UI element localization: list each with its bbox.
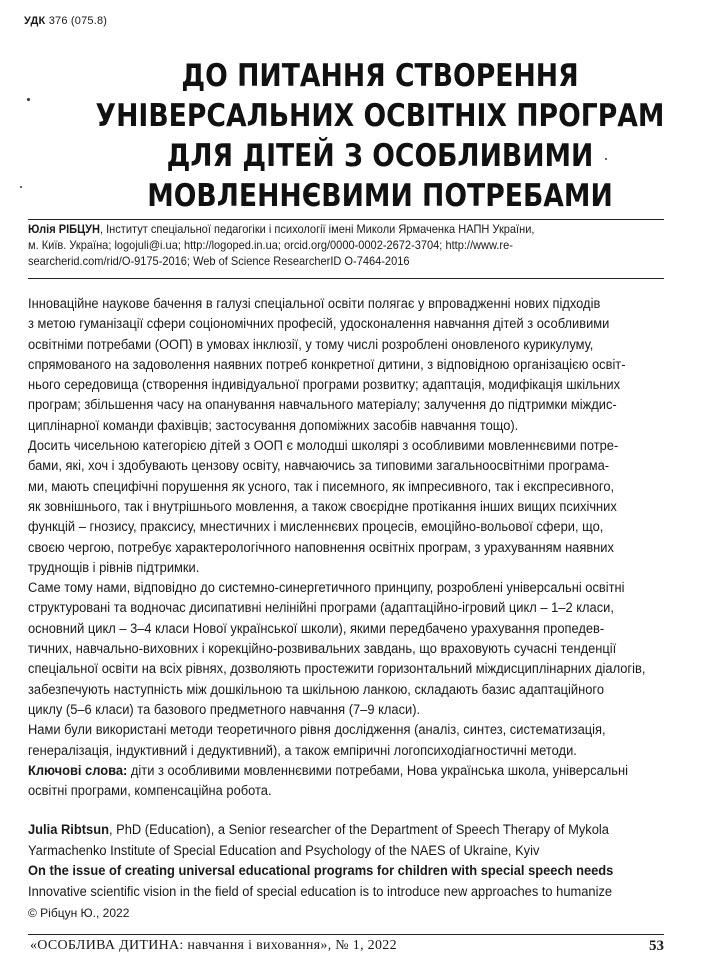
abstract-line: генералізація, індуктивний і дедуктивний), а також емпіричні логопсиходіагностичні методи. (28, 742, 577, 758)
en-author-affiliation: , PhD (Education), a Senior researcher of the Department of Speech Therapy of Mykola (108, 822, 609, 837)
abstract-line: забезпечують наступність між дошкільною та шкільною ланкою, складають базис адаптаційного (28, 681, 605, 697)
abstract-line: Досить чисельною категорією дітей з ООП є молодші школярі з особливими мовленнєвими потре- (28, 438, 619, 454)
author-top-rule (28, 219, 664, 220)
ukrainian-abstract (28, 294, 651, 801)
copyright-notice: © Рібцун Ю., 2022 (28, 906, 130, 920)
en-title: On the issue of creating universal educational programs for children with special speech needs (28, 863, 614, 878)
en-author-line (28, 820, 651, 841)
udk-number: 376 (075.8) (48, 15, 108, 27)
author-contacts: м. Київ. Україна; logojuli@i.ua; http://logoped.in.ua; orcid.org/0000-0002-2672-3704; http://www.re- (28, 238, 513, 252)
abstract-line: з метою гуманізації сфери соціономічних професій, удосконалення навчання дітей з особливими (28, 316, 610, 332)
abstract-line: ми, мають специфічні порушення як усного, так і писемного, як імпресивного, так і експресивного, (28, 478, 615, 494)
abstract-line: Нами були використані методи теоретичного рівня дослідження (аналіз, синтез, систематизація, (28, 722, 606, 738)
abstract-line: як зовнішнього, так і внутрішнього мовлення, а також своєрідне протікання інших вищих психічних (28, 498, 617, 514)
author-ids: searcherid.com/rid/O-9175-2016; Web of Science ResearcherID O-7464-2016 (28, 254, 410, 268)
keywords-line: освітні програми, компенсаційна робота. (28, 783, 272, 799)
journal-reference: «ОСОБЛИВА ДИТИНА: навчання і виховання», № 1, 2022 (30, 938, 397, 953)
abstract-line: труднощів і рівнів підтримки. (28, 559, 200, 575)
author-bottom-rule (28, 278, 664, 279)
keywords-line (28, 761, 651, 781)
abstract-line: нього середовища (створення індивідуальної програми розвитку; адаптація, модифікація шкільних (28, 377, 621, 393)
en-author-name: Julia Ribtsun (28, 822, 109, 837)
abstract-line: програм; збільшення часу на опанування навчального матеріалу; залучення до підтримки міждис- (28, 397, 617, 413)
keywords-label: Ключові слова: (28, 762, 128, 778)
udk-code (24, 15, 107, 27)
abstract-line: циклу (5–6 класи) та базового предметного навчання (7–9 класи). (28, 701, 421, 717)
abstract-line: спрямованого на задоволення наявних потреб конкретної дитини, з відповідною організацією освіт- (28, 356, 626, 372)
title-line: МОВЛЕННЄВИМИ ПОТРЕБАМИ (147, 178, 613, 214)
author-name: Юлія РІБЦУН (28, 222, 100, 236)
author-affiliation: , Інститут спеціальної педагогіки і психології імені Миколи Ярмаченка НАПН України, (99, 222, 535, 236)
abstract-line: структуровані та водночас дисипативні нелінійні програми (адаптаційно-ігровий цикл – 1–2 класи, (28, 600, 614, 616)
page-number: 53 (649, 938, 664, 954)
abstract-line: спеціальної освіти на всіх рівнях, дозволяють простежити горизонтальний міждисциплінарних діалогів, (28, 661, 646, 677)
abstract-line: бами, які, хоч і здобувають цензову освіту, навчаючись за типовими загальноосвітніми програма- (28, 458, 610, 474)
title-line: ДО ПИТАННЯ СТВОРЕННЯ (181, 58, 579, 94)
abstract-line: тичних, навчально-виховних і корекційно-розвивальних завдань, що враховують сучасні тенденції (28, 641, 617, 657)
article-title (88, 56, 673, 216)
abstract-line: Саме тому нами, відповідно до системно-синергетичного принципу, розроблені універсальні освітні (28, 580, 625, 596)
title-line: УНІВЕРСАЛЬНИХ ОСВІТНІХ ПРОГРАМ (95, 98, 665, 134)
author-info (28, 221, 617, 269)
title-line: ДЛЯ ДІТЕЙ З ОСОБЛИВИМИ (166, 138, 594, 174)
english-summary (28, 820, 651, 902)
keywords-text: діти з особливими мовленнєвими потребами, Нова українська школа, універсальні (127, 762, 628, 778)
scan-speck (20, 186, 22, 188)
en-abstract-line: Innovative scientific vision in the field of special education is to introduce new approaches to humanize (28, 883, 613, 899)
abstract-line: освітніми потребами (ООП) в умовах інклюзії, у тому числі розроблені оновленого курикулуму, (28, 336, 594, 352)
author-line (28, 221, 617, 237)
footer-rule (28, 934, 664, 935)
en-author-line: Yarmachenko Institute of Special Education and Psychology of the NAES of Ukraine, Kyiv (28, 842, 540, 858)
abstract-line: функцій – гнозису, праксису, мнестичних і мисленнєвих процесів, емоційно-вольової сфери, що, (28, 519, 604, 535)
abstract-line: своєю чергою, потребує характерологічного наповнення освітніх програм, з урахуванням наявних (28, 539, 614, 555)
abstract-line: циплінарної команди фахівців; застосування допоміжних засобів навчання тощо). (28, 417, 519, 433)
udk-label: УДК (24, 15, 46, 27)
abstract-line: Інноваційне наукове бачення в галузі спеціальної освіти полягає у впровадженні нових підходів (28, 296, 601, 311)
abstract-line: основний цикл – 3–4 класи Нової української школи), якими передбачено урахування пропедев- (28, 620, 605, 636)
scan-speck (27, 98, 30, 101)
